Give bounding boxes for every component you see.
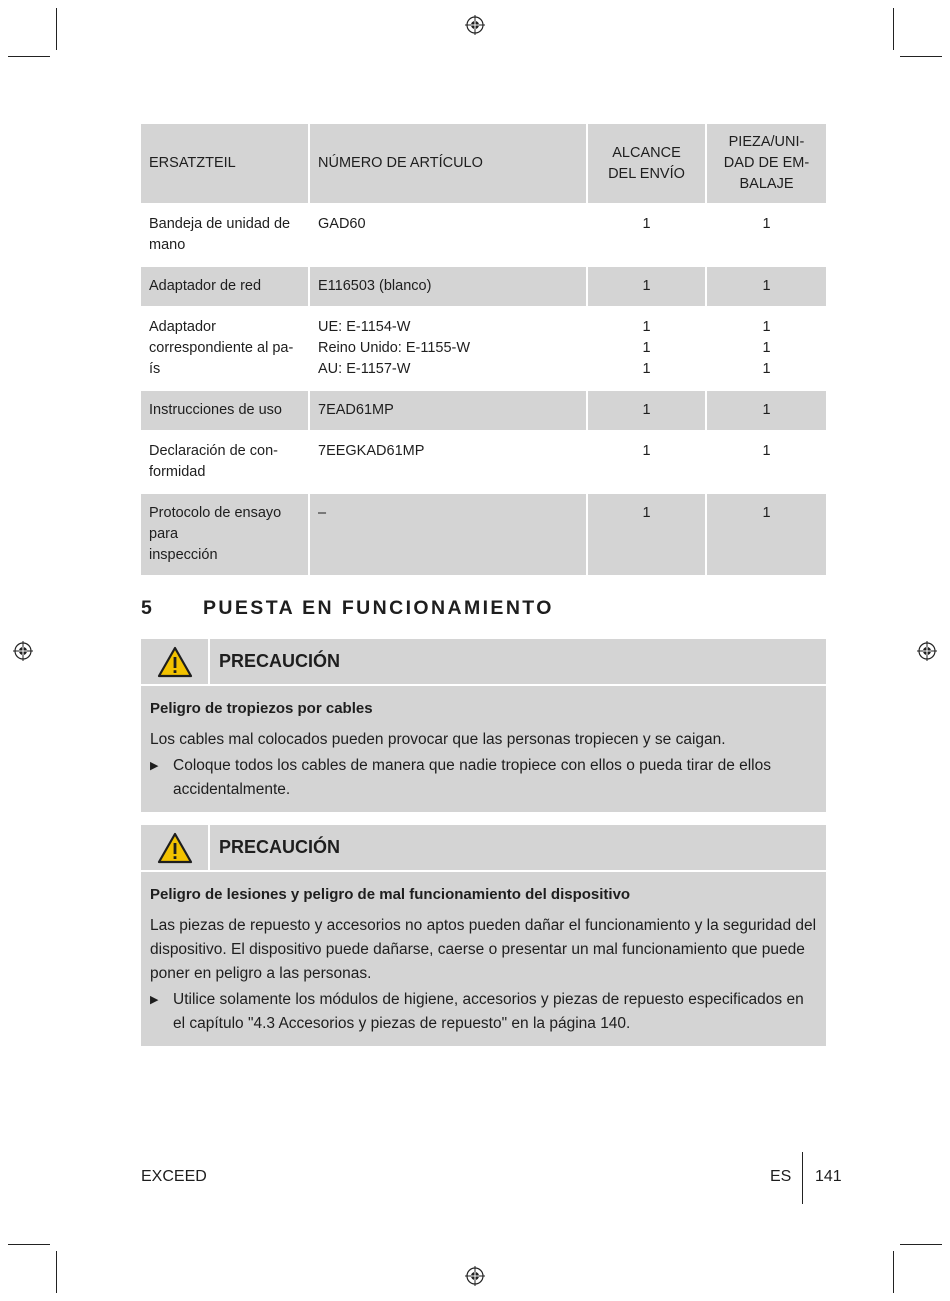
caution-box: [141, 825, 826, 1046]
scope-cell: 1: [587, 204, 706, 266]
table-row: [141, 307, 826, 390]
triangle-right-icon: ▶: [150, 994, 159, 1006]
part-cell: Adaptador de red: [141, 266, 309, 307]
caution-title: PRECAUCIÓN: [219, 837, 341, 857]
warning-triangle-icon: [141, 639, 210, 684]
caution-subtitle: Peligro de tropiezos por cables: [150, 700, 373, 717]
registration-mark-icon: [465, 1266, 485, 1286]
article-cell: 7EAD61MP: [309, 390, 587, 431]
warning-triangle-icon: [141, 825, 210, 870]
caution-body: [141, 686, 826, 812]
unit-cell: 1: [706, 431, 826, 493]
header-spare-part: ERSATZTEIL: [141, 124, 309, 204]
caution-title: PRECAUCIÓN: [219, 651, 341, 671]
table-row: [141, 431, 826, 493]
caution-header: [141, 639, 826, 686]
unit-cell: 1: [706, 493, 826, 575]
unit-cell: 1: [706, 266, 826, 307]
caution-instruction: [150, 754, 817, 802]
footer-language: ES: [770, 1168, 792, 1185]
registration-mark-icon: [13, 641, 33, 661]
footer-product-name: EXCEED: [141, 1168, 207, 1185]
scope-cell: 1: [587, 266, 706, 307]
crop-mark: [900, 56, 942, 57]
article-cell: E116503 (blanco): [309, 266, 587, 307]
caution-instruction-text: Coloque todos los cables de manera que nadie tropiece con ellos o pueda tirar de ellos accidentalmente.: [173, 757, 771, 798]
crop-mark: [893, 8, 894, 50]
section-number: 5: [141, 597, 155, 619]
article-cell: 7EEGKAD61MP: [309, 431, 587, 493]
scope-cell: 1: [587, 493, 706, 575]
registration-mark-icon: [465, 15, 485, 35]
crop-mark: [900, 1244, 942, 1245]
spare-parts-table: [141, 124, 826, 575]
scope-cell: 1: [587, 431, 706, 493]
registration-mark-icon: [917, 641, 937, 661]
article-cell: GAD60: [309, 204, 587, 266]
crop-mark: [8, 56, 50, 57]
part-cell: Adaptador correspondiente al pa- ís: [141, 307, 309, 390]
unit-cell: 1: [706, 204, 826, 266]
crop-mark: [56, 8, 57, 50]
part-cell: Instrucciones de uso: [141, 390, 309, 431]
unit-cell: 1: [706, 390, 826, 431]
caution-box: [141, 639, 826, 812]
section-title: PUESTA EN FUNCIONAMIENTO: [203, 597, 554, 619]
crop-mark: [8, 1244, 50, 1245]
caution-text: Los cables mal colocados pueden provocar que las personas tropiecen y se caigan.: [150, 731, 726, 748]
article-cell: –: [309, 493, 587, 575]
scope-cell: 1 1 1: [587, 307, 706, 390]
caution-instruction-text: Utilice solamente los módulos de higiene, accesorios y piezas de repuesto especificados en el capítulo "4.3 Accesorios y piezas de repuesto" en la página 140.: [173, 991, 804, 1032]
part-cell: Declaración de con- formidad: [141, 431, 309, 493]
caution-header: [141, 825, 826, 872]
caution-text: Las piezas de repuesto y accesorios no aptos pueden dañar el funcionamiento y la seguridad del dispositivo. El dispositivo puede dañarse, caerse o presentar un mal funcionamiento que puede poner en peligro a las personas.: [150, 917, 817, 982]
page-number: 141: [815, 1168, 842, 1185]
caution-body: [141, 872, 826, 1046]
scope-cell: 1: [587, 390, 706, 431]
section-heading: [141, 597, 554, 620]
header-article-number: NÚMERO DE ARTÍCULO: [309, 124, 587, 204]
footer-divider: [802, 1152, 803, 1204]
table-header-row: [141, 124, 826, 204]
article-cell: UE: E-1154-W Reino Unido: E-1155-W AU: E-1157-W: [309, 307, 587, 390]
unit-cell: 1 1 1: [706, 307, 826, 390]
crop-mark: [893, 1251, 894, 1293]
table-row: [141, 390, 826, 431]
caution-subtitle: Peligro de lesiones y peligro de mal funcionamiento del dispositivo: [150, 886, 631, 903]
triangle-right-icon: ▶: [150, 760, 159, 772]
crop-mark: [56, 1251, 57, 1293]
header-pieces-per-unit: PIEZA/UNI- DAD DE EM- BALAJE: [706, 124, 826, 204]
caution-instruction: [150, 988, 817, 1036]
part-cell: Protocolo de ensayo para inspección: [141, 493, 309, 575]
header-delivery-scope: ALCANCE DEL ENVÍO: [587, 124, 706, 204]
table-row: [141, 266, 826, 307]
table-row: [141, 204, 826, 266]
part-cell: Bandeja de unidad de mano: [141, 204, 309, 266]
table-row: [141, 493, 826, 575]
